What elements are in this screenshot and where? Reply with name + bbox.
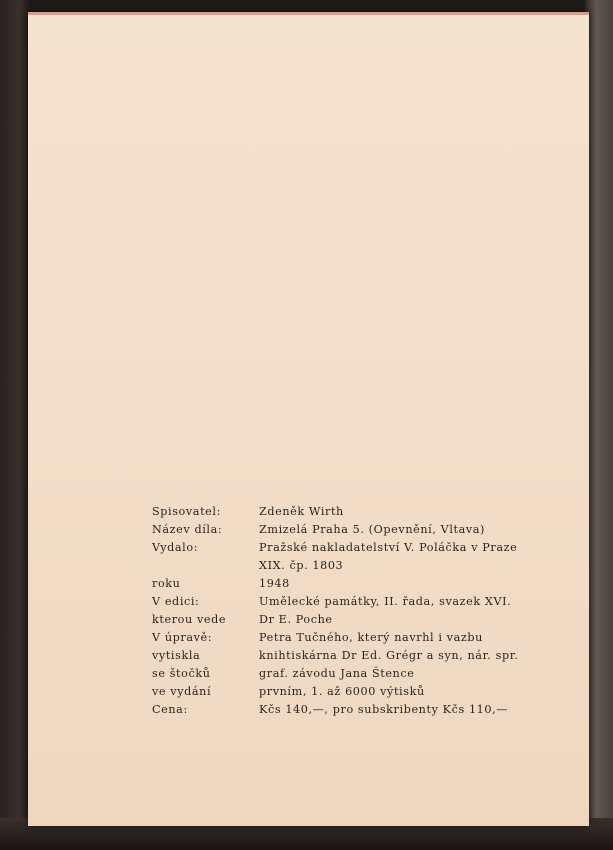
colophon-row-series bbox=[152, 593, 519, 611]
colophon-value: 1948 bbox=[259, 577, 290, 590]
colophon-row-title bbox=[152, 521, 519, 539]
colophon-value: Dr E. Poche bbox=[259, 613, 333, 626]
colophon-value: Umělecké památky, II. řada, svazek XVI. bbox=[259, 595, 512, 608]
colophon-row-author bbox=[152, 503, 519, 521]
colophon-value: XIX. čp. 1803 bbox=[259, 559, 344, 572]
colophon-value: Zmizelá Praha 5. (Opevnění, Vltava) bbox=[259, 523, 486, 536]
colophon-label bbox=[152, 557, 259, 575]
colophon-row-year bbox=[152, 575, 519, 593]
colophon-row-publisher-address bbox=[152, 557, 519, 575]
colophon-label: roku bbox=[152, 577, 181, 590]
colophon-row-printer bbox=[152, 647, 519, 665]
colophon-row-edition bbox=[152, 683, 519, 701]
colophon-value: prvním, 1. až 6000 výtisků bbox=[259, 685, 425, 698]
colophon-value: Kčs 140,—, pro subskribenty Kčs 110,— bbox=[259, 703, 509, 716]
colophon-label: V úpravě: bbox=[152, 631, 213, 644]
colophon-row-publisher bbox=[152, 539, 519, 557]
colophon-label: Cena: bbox=[152, 703, 188, 716]
book-cover-right-edge bbox=[585, 0, 613, 850]
colophon-label: ve vydání bbox=[152, 685, 212, 698]
colophon bbox=[152, 503, 519, 719]
colophon-label: Vydalo: bbox=[152, 541, 199, 554]
colophon-label: se štočků bbox=[152, 667, 211, 680]
colophon-label: Název díla: bbox=[152, 523, 223, 536]
colophon-row-price bbox=[152, 701, 519, 719]
colophon-value: Zdeněk Wirth bbox=[259, 505, 344, 518]
colophon-label: V edici: bbox=[152, 595, 200, 608]
colophon-value: Petra Tučného, který navrhl i vazbu bbox=[259, 631, 483, 644]
colophon-value: Pražské nakladatelství V. Poláčka v Praze bbox=[259, 541, 518, 554]
colophon-row-design bbox=[152, 629, 519, 647]
colophon-label: vytiskla bbox=[152, 649, 201, 662]
colophon-value: knihtiskárna Dr Ed. Grégr a syn, nár. spr. bbox=[259, 649, 519, 662]
book-page bbox=[28, 12, 589, 826]
colophon-row-plates bbox=[152, 665, 519, 683]
colophon-value: graf. závodu Jana Štence bbox=[259, 667, 415, 680]
colophon-row-editor bbox=[152, 611, 519, 629]
colophon-label: kterou vede bbox=[152, 613, 227, 626]
colophon-label: Spisovatel: bbox=[152, 505, 221, 518]
